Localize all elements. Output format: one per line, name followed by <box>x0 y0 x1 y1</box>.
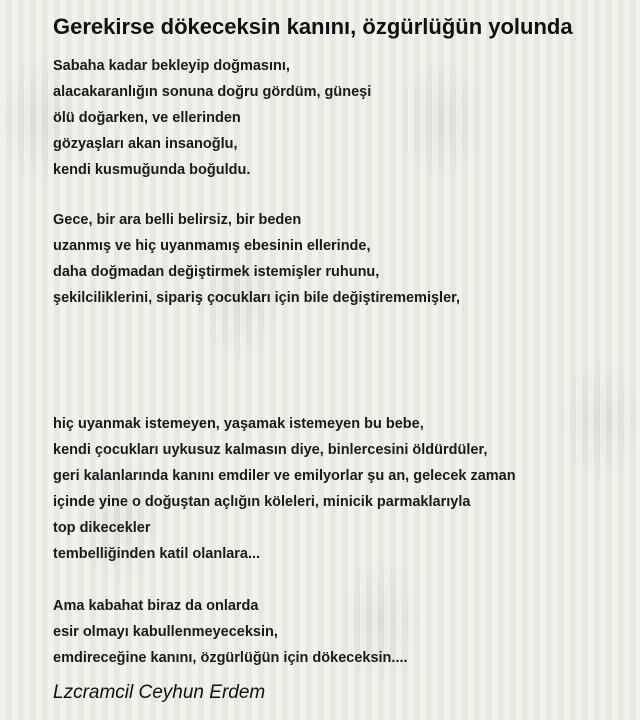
poem-line: uzanmış ve hiç uyanmamış ebesinin ellerinde, <box>53 238 371 254</box>
poem-line: ölü doğarken, ve ellerinden <box>53 110 241 126</box>
poem-line: esir olmayı kabullenmeyeceksin, <box>53 624 278 640</box>
poem-author: Lzcramcil Ceyhun Erdem <box>53 682 266 703</box>
poem-line: tembelliğinden katil olanlara... <box>53 546 261 562</box>
poem-line: emdireceğine kanını, özgürlüğün için dökeceksin.... <box>53 650 408 666</box>
poem-line: daha doğmadan değiştirmek istemişler ruhunu, <box>53 264 380 280</box>
poem-stanza-1 <box>53 53 371 183</box>
poem-stanza-2 <box>53 207 460 311</box>
poem-line: hiç uyanmak istemeyen, yaşamak istemeyen bu bebe, <box>53 416 424 432</box>
poem-line: alacakaranlığın sonuna doğru gördüm, güneşi <box>53 84 372 100</box>
poem-line: Gece, bir ara belli belirsiz, bir beden <box>53 212 302 228</box>
poem-line: şekilciliklerini, sipariş çocukları için bile değiştirememişler, <box>53 290 461 306</box>
poem-line: içinde yine o doğuştan açlığın köleleri, minicik parmaklarıyla <box>53 494 471 510</box>
poem-stanza-4 <box>53 593 408 671</box>
poem-line: gözyaşları akan insanoğlu, <box>53 136 238 152</box>
poem-line: Ama kabahat biraz da onlarda <box>53 598 259 614</box>
poem-line: kendi çocukları uykusuz kalmasın diye, binlercesini öldürdüler, <box>53 442 488 458</box>
poem-stanza-3 <box>53 411 516 567</box>
poem-line: geri kalanlarında kanını emdiler ve emilyorlar şu an, gelecek zaman <box>53 468 516 484</box>
poem-line: top dikecekler <box>53 520 151 536</box>
poem-title: Gerekirse dökeceksin kanını, özgürlüğün yolunda <box>53 14 573 39</box>
poem-line: kendi kusmuğunda boğuldu. <box>53 162 251 178</box>
poem-line: Sabaha kadar bekleyip doğmasını, <box>53 58 290 74</box>
